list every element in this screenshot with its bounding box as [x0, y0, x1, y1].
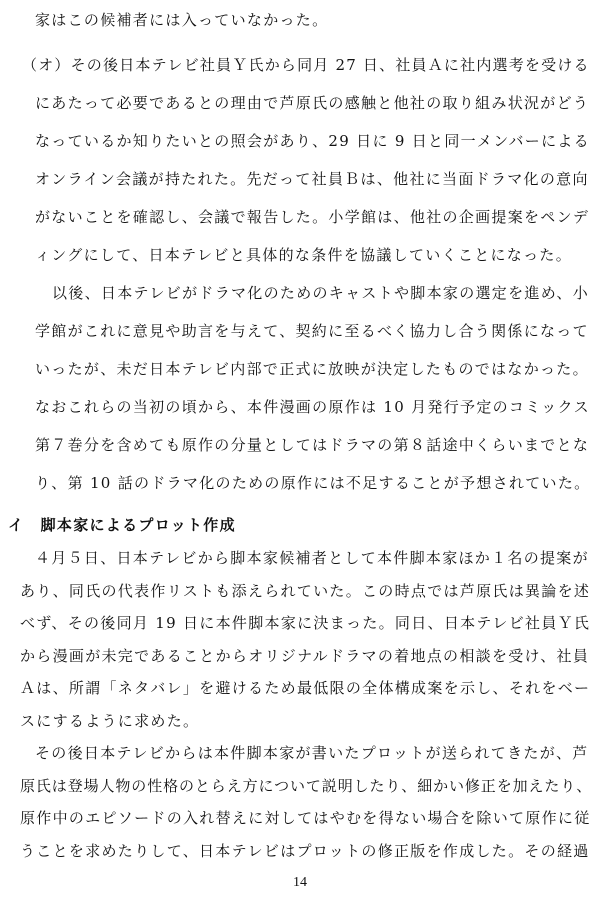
text-line: ィングにして、日本テレビと具体的な条件を協議していくことになった。: [35, 246, 573, 264]
text-line: オンライン会議が持たれた。先だって社員Ｂは、他社に当面ドラマ化の意向: [35, 170, 589, 188]
text-line: あり、同氏の代表作リストも添えられていた。この時点では芦原氏は異論を述: [20, 581, 591, 600]
text-line: その後日本テレビからは本件脚本家が書いたプロットが送られてきたが、芦: [35, 744, 589, 762]
text-line: うことを求めたりして、日本テレビはプロットの修正版を作成した。その経過: [20, 841, 590, 860]
text-line: 学館がこれに意見や助言を与えて、契約に至るべく協力し合う関係になって: [35, 322, 589, 340]
text-line: から漫画が未完であることからオリジナルドラマの着地点の相談を受け、社員: [20, 646, 590, 665]
page-number: 14: [293, 875, 307, 890]
text-line: スにするように求めた。: [20, 711, 200, 730]
text-line: 原氏は登場人物の性格のとらえ方について説明したり、細かい修正を加えたり、: [20, 776, 593, 795]
text-line: いったが、未だ日本テレビ内部で正式に放映が決定したものではなかった。: [35, 360, 589, 378]
text-line: 家はこの候補者には入っていなかった。: [35, 11, 329, 29]
text-line: ４月５日、日本テレビから脚本家候補者として本件脚本家ほか１名の提案が: [35, 549, 589, 567]
text-line: 以後、日本テレビがドラマ化のためのキャストや脚本家の選定を進め、小: [52, 284, 590, 302]
text-line: がないことを確認し、会議で報告した。小学館は、他社の企画提案をペンデ: [35, 208, 590, 226]
text-line: Ａは、所謂「ネタバレ」を避けるため最低限の全体構成案を示し、それをベー: [20, 679, 591, 697]
text-line: り、第 10 話のドラマ化のための原作には不足することが予想されていた。: [35, 474, 591, 492]
text-line: 原作中のエピソードの入れ替えに対してはやむを得ない場合を除いて原作に従: [20, 809, 591, 827]
text-line: （オ）その後日本テレビ社員Ｙ氏から同月 27 日、社員Ａに社内選考を受ける: [22, 56, 590, 74]
text-line: なっているか知りたいとの照会があり、29 日に 9 日と同一メンバーによる: [35, 132, 590, 150]
text-line: 第７巻分を含めても原作の分量としてはドラマの第８話途中くらいまでとな: [35, 436, 590, 454]
section-heading: イ 脚本家によるプロット作成: [8, 516, 236, 534]
text-line: にあたって必要であるとの理由で芦原氏の感触と他社の取り組み状況がどう: [35, 94, 590, 112]
text-line: べず、その後同月 19 日に本件脚本家に決まった。同日、日本テレビ社員Ｙ氏: [20, 614, 591, 632]
text-line: なおこれらの当初の頃から、本件漫画の原作は 10 月発行予定のコミックス: [35, 398, 590, 416]
